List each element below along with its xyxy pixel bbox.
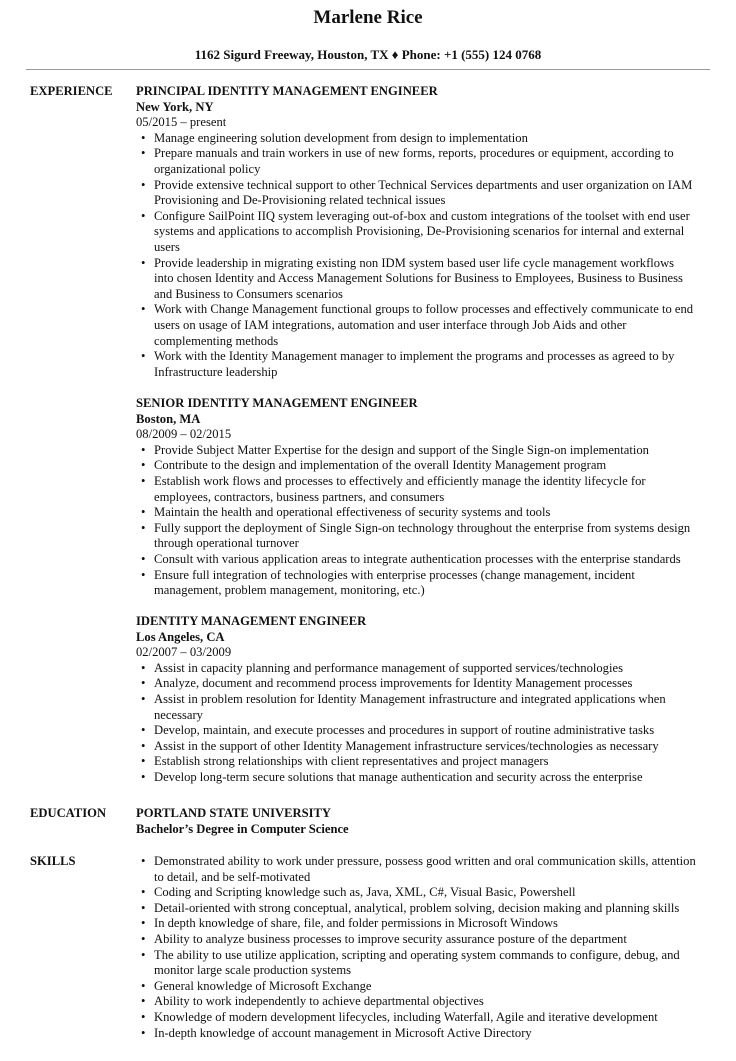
list-item: • Assist in capacity planning and performance management of supported services/technologies bbox=[136, 661, 696, 677]
experience-entry bbox=[136, 396, 696, 599]
contact-line: 1162 Sigurd Freeway, Houston, TX ♦ Phone: +1 (555) 124 0768 bbox=[194, 47, 542, 62]
job-title: IDENTITY MANAGEMENT ENGINEER bbox=[136, 614, 367, 628]
list-item: • Contribute to the design and implementation of the overall Identity Management program bbox=[136, 458, 696, 474]
header-divider bbox=[26, 69, 710, 70]
job-bullets bbox=[136, 131, 696, 381]
list-item: • Detail-oriented with strong conceptual, analytical, problem solving, decision making and planning skills bbox=[136, 901, 696, 917]
list-item: • Knowledge of modern development lifecycles, including Waterfall, Agile and iterative development bbox=[136, 1010, 696, 1026]
list-item: • Ability to work independently to achieve departmental objectives bbox=[136, 994, 696, 1010]
list-item: • The ability to use utilize application, scripting and operating system commands to configure, debug, and monitor large scale production systems bbox=[136, 948, 696, 979]
education-heading: EDUCATION bbox=[30, 806, 107, 820]
list-item: • General knowledge of Microsoft Exchange bbox=[136, 979, 696, 995]
education-entry bbox=[136, 806, 696, 837]
list-item: • Ability to analyze business processes to improve security assurance posture of the department bbox=[136, 932, 696, 948]
school-name: PORTLAND STATE UNIVERSITY bbox=[136, 806, 332, 820]
list-item: • Manage engineering solution development from design to implementation bbox=[136, 131, 696, 147]
job-dates: 02/2007 – 03/2009 bbox=[136, 645, 232, 660]
list-item: • Assist in problem resolution for Identity Management infrastructure and integrated applications when necessary bbox=[136, 692, 696, 723]
experience-entry bbox=[136, 614, 696, 786]
list-item: • Establish work flows and processes to effectively and efficiently manage the identity lifecycle for employees, contractors, business partners, and consumers bbox=[136, 474, 696, 505]
list-item: • In-depth knowledge of account management in Microsoft Active Directory bbox=[136, 1026, 696, 1042]
list-item: • Consult with various application areas to integrate authentication processes with the enterprise standards bbox=[136, 552, 696, 568]
job-dates: 05/2015 – present bbox=[136, 115, 227, 130]
list-item: • Assist in the support of other Identity Management infrastructure services/technologies as necessary bbox=[136, 739, 696, 755]
list-item: • Develop long-term secure solutions that manage authentication and security across the enterprise bbox=[136, 770, 696, 786]
job-bullets bbox=[136, 661, 696, 786]
list-item: • In depth knowledge of share, file, and folder permissions in Microsoft Windows bbox=[136, 916, 696, 932]
list-item: • Provide extensive technical support to other Technical Services departments and user organization on IAM Provisioning and De-Provisioning related technical issues bbox=[136, 178, 696, 209]
job-title: SENIOR IDENTITY MANAGEMENT ENGINEER bbox=[136, 396, 418, 410]
job-bullets bbox=[136, 443, 696, 599]
list-item: • Demonstrated ability to work under pressure, possess good written and oral communication skills, attention to detail, and be self-motivated bbox=[136, 854, 696, 885]
list-item: • Ensure full integration of technologies with enterprise processes (change management, incident management, problem management, monitoring, etc.) bbox=[136, 568, 696, 599]
skills-list bbox=[136, 854, 696, 1041]
list-item: • Configure SailPoint IIQ system leveraging out-of-box and custom integrations of the toolset with end user systems and applications to accomplish Provisioning, De-Provisioning scenarios for internal and external users bbox=[136, 209, 696, 256]
degree: Bachelor’s Degree in Computer Science bbox=[136, 821, 349, 836]
list-item: • Work with the Identity Management manager to implement the programs and processes as agreed to by Infrastructure leadership bbox=[136, 349, 696, 380]
job-title: PRINCIPAL IDENTITY MANAGEMENT ENGINEER bbox=[136, 84, 438, 98]
list-item: • Analyze, document and recommend process improvements for Identity Management processes bbox=[136, 676, 696, 692]
list-item: • Maintain the health and operational effectiveness of security systems and tools bbox=[136, 505, 696, 521]
candidate-name: Marlene Rice bbox=[313, 7, 423, 28]
list-item: • Work with Change Management functional groups to follow processes and effectively communicate to end users on usage of IAM integrations, automation and user interface through Job Aids and other complementing methods bbox=[136, 302, 696, 349]
list-item: • Prepare manuals and train workers in use of new forms, reports, procedures or equipment, according to organizational policy bbox=[136, 146, 696, 177]
skills-entry bbox=[136, 854, 696, 1041]
list-item: • Provide Subject Matter Expertise for the design and support of the Single Sign-on implementation bbox=[136, 443, 696, 459]
job-dates: 08/2009 – 02/2015 bbox=[136, 427, 232, 442]
experience-entry bbox=[136, 84, 696, 380]
skills-heading: SKILLS bbox=[30, 854, 76, 868]
experience-heading: EXPERIENCE bbox=[30, 84, 113, 98]
list-item: • Develop, maintain, and execute processes and procedures in support of routine administrative tasks bbox=[136, 723, 696, 739]
list-item: • Establish strong relationships with client representatives and project managers bbox=[136, 754, 696, 770]
list-item: • Provide leadership in migrating existing non IDM system based user life cycle management workflows into chosen Identity and Access Management Solutions for Business to Employees, Business to Business and Business to Consumers scenarios bbox=[136, 256, 696, 303]
job-location: Los Angeles, CA bbox=[136, 629, 225, 644]
list-item: • Fully support the deployment of Single Sign-on technology throughout the enterprise from systems design through operational turnover bbox=[136, 521, 696, 552]
job-location: Boston, MA bbox=[136, 411, 201, 426]
job-location: New York, NY bbox=[136, 99, 214, 114]
list-item: • Coding and Scripting knowledge such as, Java, XML, C#, Visual Basic, Powershell bbox=[136, 885, 696, 901]
